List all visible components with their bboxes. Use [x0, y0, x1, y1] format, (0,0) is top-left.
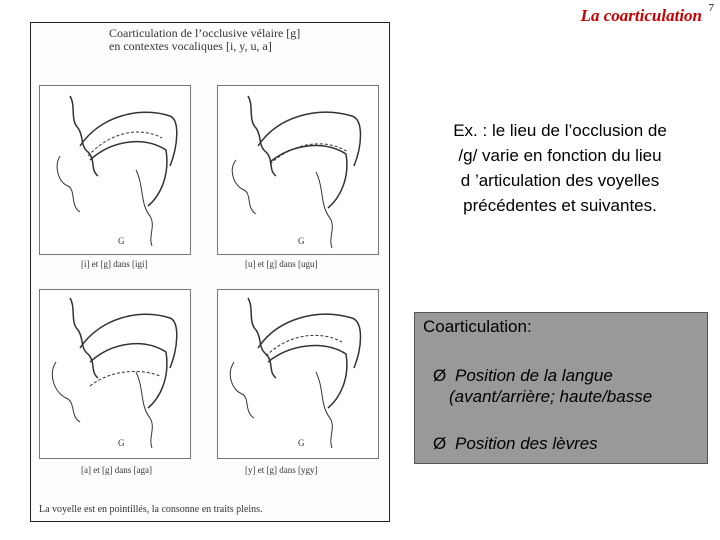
svg-text:G: G [118, 438, 125, 448]
example-text [420, 118, 700, 218]
example-line-2: /g/ varie en fonction du lieu [458, 146, 662, 165]
panel-ygy [217, 289, 379, 459]
caption-igi: [i] et [g] dans [igi] [81, 259, 148, 269]
panel-ugu [217, 85, 379, 255]
svg-text:G: G [118, 236, 125, 246]
coarticulation-box [414, 312, 708, 464]
panel-igi [39, 85, 191, 255]
caption-aga: [a] et [g] dans [aga] [81, 465, 152, 475]
bullet-tongue-text [449, 365, 653, 407]
svg-text:G: G [298, 236, 305, 246]
caption-ugu: [u] et [g] dans [ugu] [245, 259, 318, 269]
arrow-bullet-icon: Ø [433, 366, 447, 385]
vocal-tract-drawing-igi [40, 86, 190, 254]
example-line-4: précédentes et suivantes. [463, 196, 657, 215]
bullet-lips [423, 433, 699, 454]
bullet-lips-text: Position des lèvres [455, 434, 598, 453]
vocal-tract-drawing-ygy [218, 290, 378, 458]
arrow-bullet-icon: Ø [433, 434, 447, 453]
vocal-tract-drawing-ugu [218, 86, 378, 254]
example-line-1: Ex. : le lieu de l’occlusion de [453, 121, 667, 140]
svg-text:G: G [298, 438, 305, 448]
figure-note: La voyelle est en pointillés, la consonne en traits pleins. [39, 504, 263, 515]
figure-title-line1: Coarticulation de l’occlusive vélaire [g] [109, 26, 301, 40]
example-line-3: d ’articulation des voyelles [460, 171, 660, 190]
bullet-tongue [423, 365, 699, 407]
bullet-tongue-line2: (avant/arrière; haute/basse [449, 387, 653, 406]
figure-title-line2: en contextes vocaliques [i, y, u, a] [109, 39, 272, 53]
box-heading: Coarticulation: [423, 317, 532, 336]
slide-number: 7 [708, 2, 714, 14]
bullet-tongue-line1: Position de la langue [455, 366, 613, 385]
panel-aga [39, 289, 191, 459]
slide-title: La coarticulation [580, 6, 702, 25]
figure-title [109, 27, 300, 53]
caption-ygy: [y] et [g] dans [ygy] [245, 465, 318, 475]
vocal-tract-drawing-aga [40, 290, 190, 458]
articulation-figure [30, 22, 390, 522]
